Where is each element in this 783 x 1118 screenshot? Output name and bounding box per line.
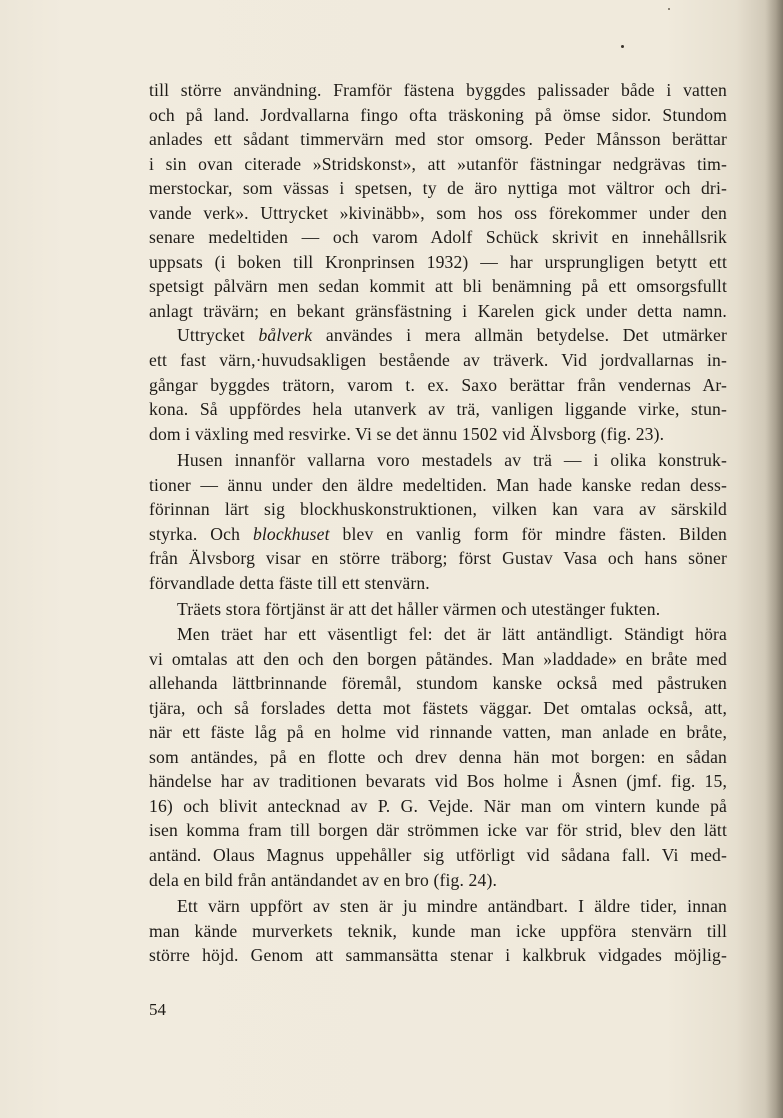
text-line: dom i växling med resvirke. Vi se det ännu 1502 vid Älvsborg (fig. 23). — [149, 423, 665, 444]
text-line: 16) och blivit antecknad av P. G. Vejde. När man om vintern kunde på — [149, 795, 727, 816]
text-line: isen komma fram till borgen där strömmen icke var för strid, blev den lätt — [149, 820, 727, 841]
text-line: ett fast värn,·huvudsakligen bestående av träverk. Vid jordvallarnas in- — [149, 350, 727, 371]
page-edge-shadow — [765, 0, 783, 1118]
text-line: dela en bild från antändandet av en bro (fig. 24). — [149, 869, 498, 890]
text-line: anlades ett sådant timmervärn med stor omsorg. Peder Månsson berättar — [149, 129, 727, 150]
text-line: större höjd. Genom att sammansätta stenar i kalkbruk vidgades möjlig- — [149, 945, 727, 966]
text-line: anlagt trävärn; en bekant gränsfästning i Karelen gick under detta namn. — [149, 300, 727, 321]
body-text — [149, 78, 727, 968]
text-line: gångar byggdes trätorn, varom t. ex. Saxo berättar från vendernas Ar- — [149, 374, 727, 395]
text-line: vande verk». Uttrycket »kivinäbb», som hos oss förekommer under den — [149, 202, 727, 223]
text-line: tioner — ännu under den äldre medeltiden. Man hade kanske redan dess- — [149, 474, 727, 495]
text-line: från Älvsborg visar en större träborg; först Gustav Vasa och hans söner — [149, 548, 727, 569]
print-speck — [668, 8, 670, 10]
text-line: Husen innanför vallarna voro mestadels av trä — i olika konstruk- — [177, 450, 727, 471]
text-line: händelse har av traditionen bevarats vid Bos holme i Åsnen (jmf. fig. 15, — [149, 771, 727, 792]
text-line: merstockar, som vässas i spetsen, ty de äro nyttiga mot vältror och dri- — [149, 178, 727, 199]
text-line: spetsigt pålvärn men sedan kommit att bli benämning på ett omsorgsfullt — [149, 276, 727, 297]
text-line: förinnan lärt sig blockhuskonstruktionen, vilken kan vara av särskild — [149, 499, 727, 520]
print-speck — [621, 45, 624, 48]
text-line: uppsats (i boken till Kronprinsen 1932) — har ursprungligen betytt ett — [149, 251, 727, 272]
text-line: senare medeltiden — och varom Adolf Schück skrivit en innehållsrik — [149, 227, 727, 248]
text-line: Träets stora förtjänst är att det håller värmen och utestänger fukten. — [177, 599, 661, 620]
text-line: vi omtalas att den och den borgen påtändes. Man »laddade» en bråte med — [149, 648, 727, 669]
text-line: som antändes, på en flotte och drev denna hän mot borgen: en sådan — [149, 746, 727, 767]
text-line: tjära, och så forslades detta mot fästets väggar. Det omtalas också, att, — [149, 697, 727, 718]
text-line: kona. Så uppfördes hela utanverk av trä, vanligen liggande virke, stun- — [149, 399, 727, 420]
text-line: i sin ovan citerade »Stridskonst», att »utanför fästningar nedgrävas tim- — [149, 153, 727, 174]
text-line: till större användning. Framför fästena byggdes palissader både i vatten — [149, 80, 727, 100]
text-line: styrka. Och blockhuset blev en vanlig form för mindre fästen. Bilden — [149, 523, 727, 544]
text-line: man kände murverkets teknik, kunde man icke uppföra stenvärn till — [149, 920, 727, 941]
text-line: allehanda lättbrinnande föremål, stundom kanske också med påstruken — [149, 673, 727, 694]
text-line: antänd. Olaus Magnus uppehåller sig utförligt vid sådana fall. Vi med- — [149, 844, 727, 865]
text-line: Uttrycket bålverk användes i mera allmän betydelse. Det utmärker — [177, 325, 727, 346]
text-line: Men träet har ett väsentligt fel: det är lätt antändligt. Ständigt höra — [177, 624, 727, 645]
text-line: när ett fäste låg på en holme vid rinnande vatten, man anlade en bråte, — [149, 722, 727, 743]
text-line: förvandlade detta fäste till ett stenvärn. — [149, 572, 430, 593]
text-line: och på land. Jordvallarna fingo ofta träskoning på ömse sidor. Stundom — [149, 104, 727, 125]
text-line: Ett värn uppfört av sten är ju mindre antändbart. I äldre tider, innan — [177, 896, 727, 917]
italic-term: blockhuset — [252, 523, 330, 544]
page-number: 54 — [149, 1000, 166, 1019]
italic-term: bålverk — [258, 325, 313, 346]
